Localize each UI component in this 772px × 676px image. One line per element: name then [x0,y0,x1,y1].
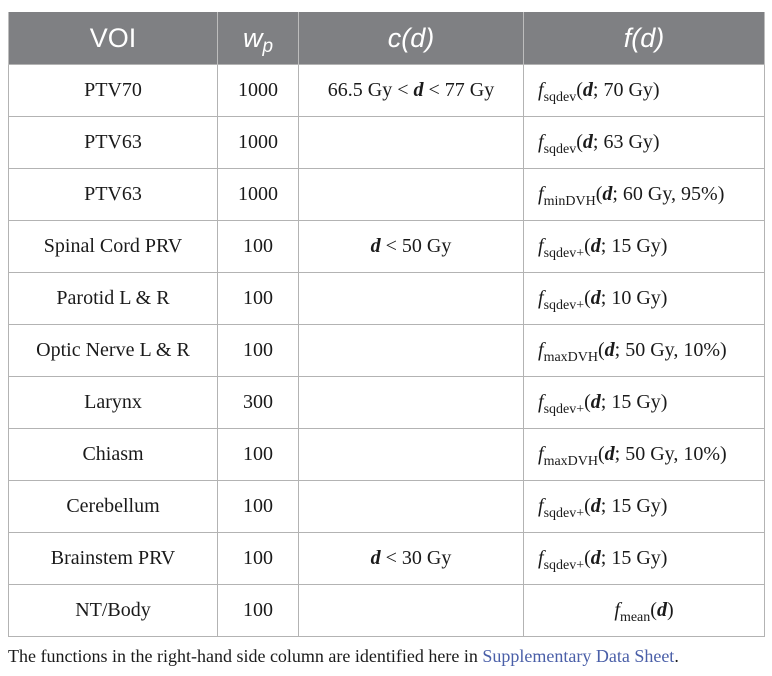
voi-cell: Spinal Cord PRV [9,221,218,273]
constraint-cell [299,325,524,377]
wp-cell: 100 [218,533,299,585]
wp-cell: 1000 [218,117,299,169]
function-args: ; 50 Gy, 10%) [614,339,727,361]
header-c: c(d) [299,12,524,65]
function-var: d [582,131,593,153]
function-args: ; 15 Gy) [600,547,668,569]
table-header [9,12,765,65]
function-var: d [604,339,615,361]
function-cell [524,585,765,637]
function-args: ) [666,599,674,621]
function-args: ; 10 Gy) [600,287,668,309]
function-name: f [538,391,544,413]
function-subscript: minDVH [543,194,596,209]
constraint-var: d [413,79,424,101]
voi-cell: Larynx [9,377,218,429]
function-name: f [538,235,544,257]
header-f: f(d) [524,12,765,65]
function-open-paren: ( [595,183,603,205]
function-subscript: maxDVH [543,350,598,365]
function-open-paren: ( [584,235,591,257]
footnote-text: The functions in the right-hand side column are identified here in [8,646,483,666]
function-subscript: maxDVH [543,454,598,469]
constraint-cell [299,273,524,325]
voi-cell: Parotid L & R [9,273,218,325]
function-name: f [614,599,620,621]
constraint-post: < 30 Gy [380,547,452,569]
function-var: d [582,79,593,101]
wp-cell: 300 [218,377,299,429]
table-row [9,325,765,377]
function-subscript: mean [619,610,651,625]
function-var: d [590,391,601,413]
constraint-cell [299,377,524,429]
function-name: f [538,183,544,205]
constraint-cell [299,585,524,637]
wp-cell: 100 [218,481,299,533]
constraint-cell [299,65,524,117]
voi-cell: Cerebellum [9,481,218,533]
function-open-paren: ( [584,287,591,309]
function-subscript: sqdev+ [543,558,585,573]
function-cell [524,169,765,221]
function-var: d [602,183,613,205]
function-name: f [538,79,544,101]
function-name: f [538,547,544,569]
function-open-paren: ( [584,495,591,517]
constraint-pre: 66.5 Gy < [327,79,414,101]
wp-cell: 100 [218,273,299,325]
function-args: ; 15 Gy) [600,235,668,257]
function-cell [524,481,765,533]
function-open-paren: ( [650,599,657,621]
voi-cell: Chiasm [9,429,218,481]
function-name: f [538,287,544,309]
function-args: ; 50 Gy, 10%) [614,443,727,465]
function-name: f [538,131,544,153]
table-row [9,429,765,481]
function-open-paren: ( [598,443,605,465]
function-open-paren: ( [584,391,591,413]
wp-cell: 100 [218,325,299,377]
wp-cell: 100 [218,429,299,481]
footnote-end: . [674,646,679,666]
table-row [9,481,765,533]
voi-cell: Brainstem PRV [9,533,218,585]
function-cell [524,325,765,377]
wp-cell: 100 [218,221,299,273]
function-open-paren: ( [598,339,605,361]
function-name: f [538,443,544,465]
table-row [9,117,765,169]
function-cell [524,65,765,117]
wp-cell: 100 [218,585,299,637]
header-wp: $w_p$ [218,12,299,65]
function-args: ; 15 Gy) [600,391,668,413]
function-cell [524,117,765,169]
constraint-var: d [370,235,381,257]
function-cell [524,429,765,481]
voi-table [8,12,765,637]
function-subscript: sqdev+ [543,506,585,521]
function-args: ; 60 Gy, 95%) [612,183,725,205]
function-name: f [538,339,544,361]
function-var: d [590,495,601,517]
table-row [9,377,765,429]
wp-cell: 1000 [218,65,299,117]
function-name: f [538,495,544,517]
constraint-cell [299,117,524,169]
wp-cell: 1000 [218,169,299,221]
function-var: d [590,235,601,257]
voi-cell: PTV63 [9,117,218,169]
voi-cell: PTV63 [9,169,218,221]
table-row [9,585,765,637]
voi-cell: Optic Nerve L & R [9,325,218,377]
table-body [9,65,765,637]
function-var: d [590,547,601,569]
function-cell [524,273,765,325]
constraint-cell [299,429,524,481]
function-args: ; 70 Gy) [592,79,660,101]
constraint-var: d [370,547,381,569]
constraint-cell [299,221,524,273]
header-voi: VOI [9,12,218,65]
function-var: d [590,287,601,309]
function-subscript: sqdev+ [543,298,585,313]
voi-cell: PTV70 [9,65,218,117]
constraint-post: < 50 Gy [380,235,452,257]
function-args: ; 15 Gy) [600,495,668,517]
table-row [9,65,765,117]
function-var: d [604,443,615,465]
function-var: d [656,599,667,621]
function-subscript: sqdev+ [543,246,585,261]
function-open-paren: ( [576,131,583,153]
function-subscript: sqdev+ [543,402,585,417]
function-open-paren: ( [584,547,591,569]
constraint-cell [299,169,524,221]
footnote [8,646,679,667]
voi-cell: NT/Body [9,585,218,637]
constraint-cell [299,533,524,585]
table-row [9,273,765,325]
function-cell [524,221,765,273]
function-subscript: sqdev [543,90,577,105]
function-open-paren: ( [576,79,583,101]
function-cell [524,533,765,585]
function-cell [524,377,765,429]
table-row [9,221,765,273]
supplementary-link[interactable]: Supplementary Data Sheet [482,646,675,666]
function-args: ; 63 Gy) [592,131,660,153]
table-row [9,533,765,585]
constraint-post: < 77 Gy [423,79,495,101]
function-subscript: sqdev [543,142,577,157]
table-row [9,169,765,221]
constraint-cell [299,481,524,533]
